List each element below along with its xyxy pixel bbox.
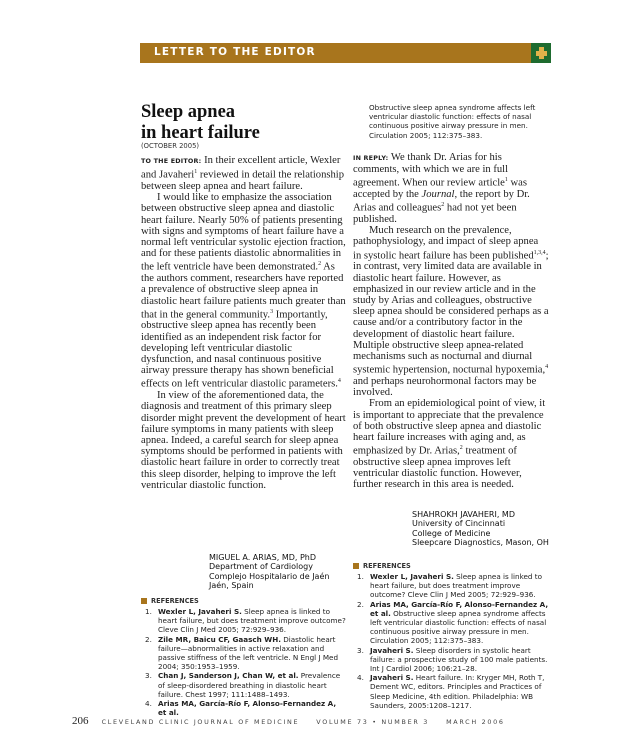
issue-date: MARCH 2006: [446, 718, 505, 726]
letter-paragraph-2: I would like to emphasize the association between obstructive sleep apnea and diastolic heart failure. Nearly 50% of patients presenting with signs and symptoms of heart failure have a normal left ventricular systolic ejection fraction, and for these patients diastolic abnormalities in the left ventricle have been demonstrated.$^2$ As the authors comment, researchers have reported a prevalence of obstructive sleep apnea in diastolic heart failure patients much greater than that in the general community.$^3$ Importantly, obstructive sleep apnea has recently been identified as an independent risk factor for developing left ventricular diastolic dysfunction, and nasal continuous positive airway pressure therapy has shown beneficial effects on left ventricular diastolic parameters.$^4$: [141, 192, 346, 390]
banner-emblem: [531, 43, 551, 63]
letter-references-heading: REFERENCES: [141, 597, 199, 605]
article-title: Sleep apnea in heart failure: [141, 102, 260, 143]
section-label: LETTER TO THE EDITOR: [154, 46, 316, 58]
letter-references: [141, 607, 346, 717]
reference-item: 4. Arias MA, García-Río F, Alonso-Fernandez A, et al.: [145, 699, 337, 718]
journal-volume: VOLUME 73 • NUMBER 3: [316, 718, 429, 726]
reference-item: 4. Javaheri S. Heart failure. In: Kryger MH, Roth T, Dement WC, editors. Principles and Practices of Sleep Medicine, 4th edition. Philadelphia: WB Saunders, 2005:1208–1217.: [357, 673, 545, 710]
reply-signature: SHAHROKH JAVAHERI, MD University of Cincinnati College of Medicine Sleepcare Diagnostics, Mason, OH: [412, 510, 549, 548]
reply-paragraph-3: From an epidemiological point of view, it is important to appreciate that the prevalence of both obstructive sleep apnea and diastolic heart failure increases with aging and, as emphasized by Dr. Arias,$^2$ treatment of obstructive sleep apnea improves left ventricular diastolic function. However, further research in this area is needed.: [353, 398, 546, 491]
letter-signature: MIGUEL A. ARIAS, MD, PhD Department of Cardiology Complejo Hospitalario de Jaén Jaén, Spain: [209, 553, 330, 591]
reply-references-heading: REFERENCES: [353, 562, 411, 570]
square-bullet-icon: [353, 563, 359, 569]
cleveland-clinic-cross-icon: [536, 47, 547, 59]
reference-item: 1. Wexler L, Javaheri S. Sleep apnea is linked to heart failure, but does treatment improve outcome? Cleve Clin J Med 2005; 72:929–936.: [357, 572, 542, 600]
reference-continuation: Obstructive sleep apnea syndrome affects left ventricular diastolic function: effects of nasal continuous positive airway pressure in men. Circulation 2005; 112:375–383.: [369, 103, 536, 140]
reference-item: 3. Chan J, Sanderson J, Chan W, et al. Prevalence of sleep-disordered breathing in diastolic heart failure. Chest 1997; 111:1488–1493.: [145, 671, 341, 699]
section-banner: [140, 43, 531, 63]
reference-item: 3. Javaheri S. Sleep disorders in systolic heart failure: a prospective study of 100 male patients. Int J Cardiol 2006; 106:21–28.: [357, 645, 548, 674]
reply-paragraph-1: IN REPLY: We thank Dr. Arias for his comments, with which we are in full agreement. When our review article$^1$ was accepted by the Journal, the report by Dr. Arias and colleagues$^2$ had not yet been published.: [353, 152, 530, 226]
reply-references: [353, 572, 549, 710]
journal-name: CLEVELAND CLINIC JOURNAL OF MEDICINE: [101, 718, 300, 726]
reference-item: 2. Zile MR, Baicu CF, Gaasch WH. Diastolic heart failure—abnormalities in active relaxation and passive stiffness of the left ventricle. N Engl J Med 2004; 350:1953–1959.: [145, 634, 339, 672]
square-bullet-icon: [141, 598, 147, 604]
article-date: (OCTOBER 2005): [141, 142, 200, 150]
letter-body: [141, 155, 346, 491]
reply-body: [353, 152, 549, 491]
letter-paragraph-3: In view of the aforementioned data, the diagnosis and treatment of this primary sleep disorder might prevent the development of heart failure symptoms in many patients with sleep apnea. Indeed, a careful search for sleep apnea symptoms should be performed in patients with diastolic heart failure in order to correctly treat this sleep disorder, helping to improve the left ventricular diastolic function.: [141, 390, 346, 491]
reply-paragraph-2: Much research on the prevalence, pathophysiology, and impact of sleep apnea in systolic heart failure has been published$^{1,3,4}$; in contrast, very limited data are available in diastolic heart failure. However, as emphasized in our review article and in the study by Arias and colleagues, obstructive sleep apnea should be considered perhaps as a cause and/or a contributory factor in the development of diastolic heart failure. Multiple obstructive sleep apnea-related mechanisms such as nocturnal and diurnal systemic hypertension, nocturnal hypoxemia,$^4$ and perhaps neurohormonal factors may be involved.: [353, 225, 549, 399]
page-number: 206: [72, 715, 89, 727]
reference-item: 2. Arias MA, García-Río F, Alonso-Fernandez A, et al. Obstructive sleep apnea syndrome affects left ventricular diastolic function: effects of nasal continuous positive airway pressure in men. Circulation 2005; 112:375–383.: [357, 599, 549, 646]
page-footer: [72, 709, 505, 728]
letter-paragraph-1: TO THE EDITOR: In their excellent article, Wexler and Javaheri$^1$ reviewed in detail the relationship between sleep apnea and heart failure.: [141, 155, 345, 192]
reference-item: 1. Wexler L, Javaheri S. Sleep apnea is linked to heart failure, but does treatment improve outcome? Cleve Clin J Med 2005; 72:929–936.: [145, 607, 346, 635]
